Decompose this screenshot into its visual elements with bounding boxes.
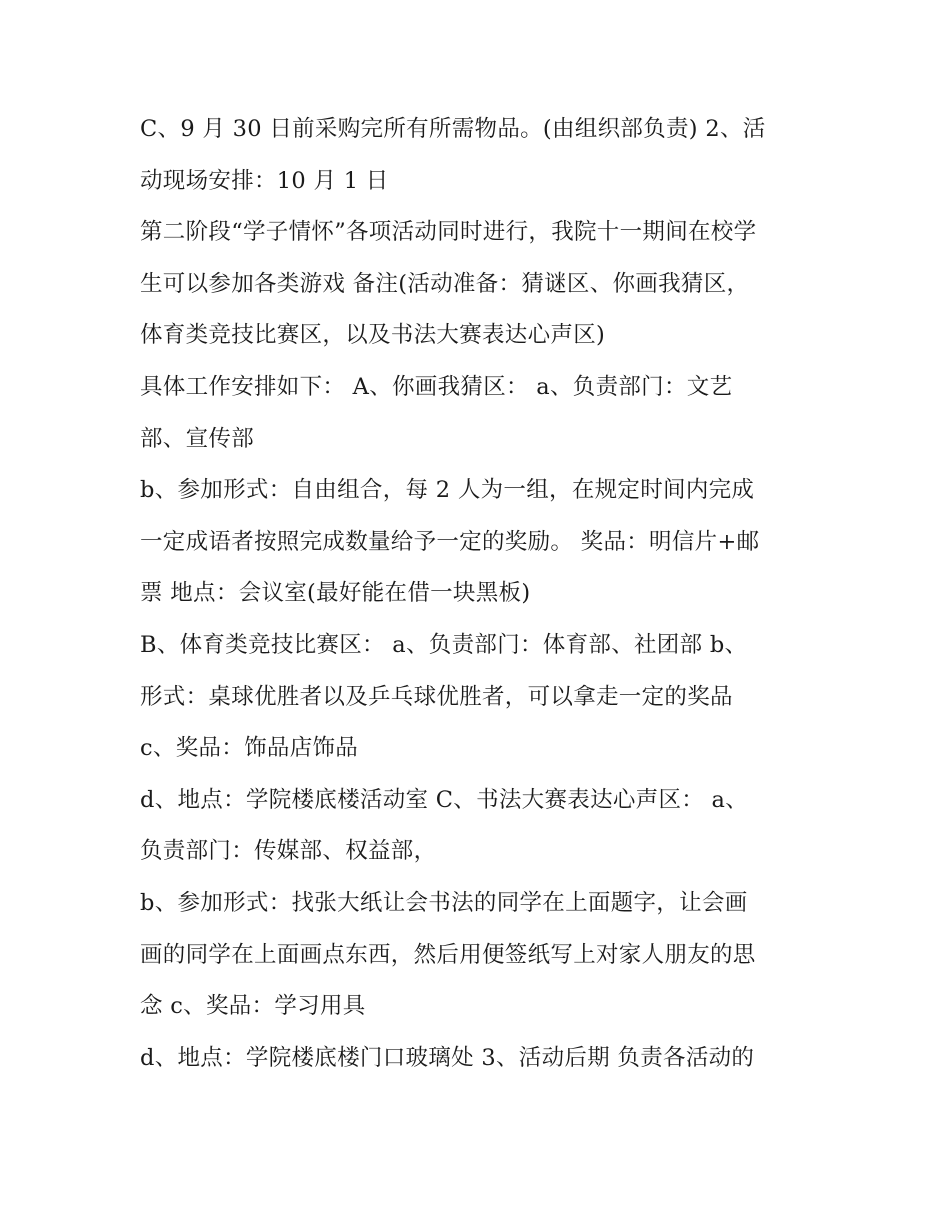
text-line: 画的同学在上面画点东西，然后用便签纸写上对家人朋友的思 bbox=[140, 941, 756, 968]
text-line: d、地点：学院楼底楼活动室 C、书法大赛表达心声区： a、 bbox=[140, 786, 749, 813]
text-line: c、奖品：饰品店饰品 bbox=[140, 735, 359, 762]
text-line: 负责部门：传媒部、权益部， bbox=[140, 838, 437, 865]
text-line: b、参加形式：找张大纸让会书法的同学在上面题字，让会画 bbox=[140, 889, 748, 916]
text-line: 票 地点：会议室(最好能在借一块黑板) bbox=[140, 580, 531, 607]
text-line: 具体工作安排如下： A、你画我猜区： a、负责部门：文艺 bbox=[140, 373, 733, 400]
text-line: 部、宣传部 bbox=[140, 425, 255, 452]
text-line: 形式：桌球优胜者以及乒乓球优胜者，可以拿走一定的奖品 bbox=[140, 683, 733, 710]
text-line: C、9 月 30 日前采购完所有所需物品。(由组织部负责) 2、活 bbox=[140, 116, 766, 142]
text-line: B、体育类竞技比赛区： a、负责部门：体育部、社团部 b、 bbox=[140, 631, 748, 658]
text-line: 生可以参加各类游戏 备注(活动准备：猜谜区、你画我猜区， bbox=[140, 270, 750, 297]
text-line: 念 c、奖品：学习用具 bbox=[140, 993, 366, 1020]
text-line: d、地点：学院楼底楼门口玻璃处 3、活动后期 负责各活动的 bbox=[140, 1044, 755, 1071]
text-line: b、参加形式：自由组合，每 2 人为一组，在规定时间内完成 bbox=[140, 477, 755, 504]
document-body bbox=[140, 104, 820, 1084]
text-line: 体育类竞技比赛区，以及书法大赛表达心声区) bbox=[140, 322, 606, 349]
text-line: 一定成语者按照完成数量给予一定的奖励。 奖品：明信片+邮 bbox=[140, 528, 760, 555]
text-line: 第二阶段“学子情怀”各项活动同时进行，我院十一期间在校学 bbox=[140, 219, 757, 246]
text-line: 动现场安排：10 月 1 日 bbox=[140, 167, 389, 194]
